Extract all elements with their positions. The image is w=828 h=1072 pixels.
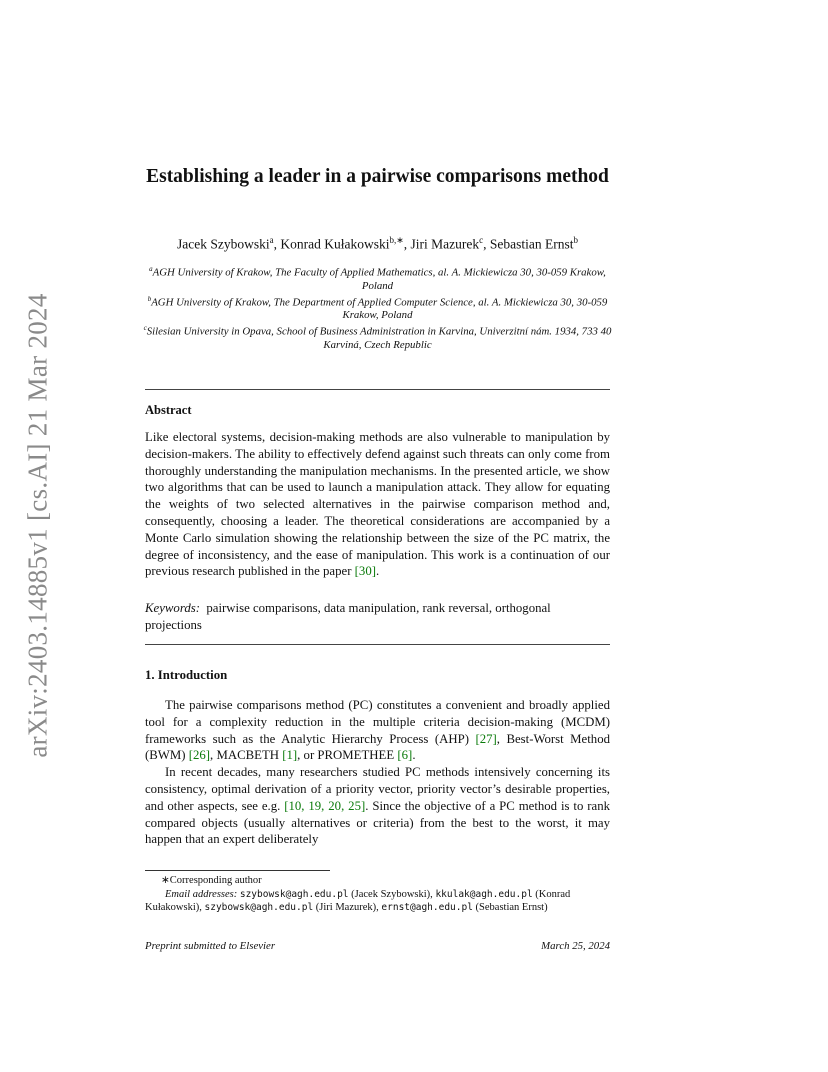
corresponding-author-note: ∗Corresponding author	[161, 875, 262, 886]
text-run: .	[412, 748, 416, 763]
abstract-top-rule	[145, 389, 610, 390]
author: Sebastian Ernst	[489, 236, 574, 252]
text-run: , or PROMETHEE	[297, 748, 398, 763]
email-label: Email addresses:	[165, 888, 238, 900]
affiliation-text: AGH University of Krakow, The Department of Applied Computer Science, al. A. Mickiewicza 30, 30-059 Krakow, Poland	[151, 296, 608, 322]
footnote-rule	[145, 870, 330, 871]
citation-link[interactable]: [30]	[354, 564, 376, 579]
footer-left: Preprint submitted to Elsevier	[145, 940, 276, 952]
text-run: , MACBETH	[210, 748, 283, 763]
affiliation-sup: c	[143, 324, 147, 333]
affiliation-text: Silesian University in Opava, School of Business Administration in Karvina, Univerzitní nám. 1934, 733 40 Karviná, Czech Republic	[146, 325, 612, 351]
arxiv-stamp	[18, 290, 58, 760]
email-owner: (Jacek Szybowski),	[351, 888, 433, 900]
author-sup: b,∗	[389, 235, 404, 245]
affiliation-sup: a	[149, 265, 153, 273]
email-owner: (Konrad Kułakowski),	[145, 888, 571, 913]
paragraph	[145, 697, 610, 764]
abstract-heading: Abstract	[145, 403, 192, 417]
email-link[interactable]: szybowsk@agh.edu.pl	[204, 902, 314, 913]
paper-title: Establishing a leader in a pairwise comparisons method	[146, 166, 609, 187]
citation-link[interactable]: [6]	[397, 748, 413, 763]
text-run: In recent decades, many researchers studied PC methods intensively concerning its consistency, optimal derivation of a priority vector, priority vector’s desirable properties, and other aspects, see e.g.	[145, 765, 610, 813]
author-list: Jacek Szybowski$^a$, Konrad Kułakowski$^{b,∗}$, Jiri Mazurek$^c$, Sebastian Ernst$^b$	[177, 235, 578, 252]
introduction-body	[145, 697, 610, 848]
email-link[interactable]: ernst@agh.edu.pl	[381, 902, 473, 913]
email-link[interactable]: kkulak@agh.edu.pl	[435, 888, 533, 900]
page-footer	[145, 940, 610, 952]
affiliation	[140, 263, 615, 293]
footnote	[145, 874, 610, 915]
paragraph	[145, 764, 610, 848]
keywords-label: Keywords:	[145, 601, 200, 615]
author: Jacek Szybowski	[177, 236, 270, 252]
affiliation	[140, 293, 615, 323]
keywords-text: pairwise comparisons, data manipulation, rank reversal, orthogonal projections	[145, 601, 551, 632]
text-run: . Since the objective of a PC method is to rank compared objects (usually alternatives or criteria) from the best to the worst, it may happen that an expert deliberately	[145, 798, 610, 847]
affiliations	[140, 263, 615, 352]
author-sup: b	[573, 235, 578, 245]
abstract-text-part: .	[375, 564, 380, 579]
keywords	[145, 600, 610, 634]
section-heading-introduction: 1. Introduction	[145, 668, 228, 682]
abstract-text-part: Like electoral systems, decision-making methods are also vulnerable to manipulation by decision-makers. The ability to effectively defend against such threats can only come from thoroughly understanding the manipulation mechanisms. In the presented article, we show two algorithms that can be used to launch a manipulation attack. They allow for equating the weights of two selected alternatives in the pairwise comparison method and, consequently, choosing a leader. The theoretical considerations are accompanied by a Monte Carlo simulation showing the relationship between the size of the PC matrix, the degree of inconsistency, and the ease of manipulation. This work is a continuation of our previous research published in the paper	[145, 430, 610, 579]
abstract-text	[145, 429, 610, 580]
email-owner: (Sebastian Ernst)	[475, 902, 548, 913]
citation-link[interactable]: [1]	[282, 748, 298, 763]
affiliation-text: AGH University of Krakow, The Faculty of Applied Mathematics, al. A. Mickiewicza 30, 30-059 Krakow, Poland	[152, 266, 606, 292]
affiliation	[140, 322, 615, 352]
author: Konrad Kułakowski	[280, 236, 390, 252]
citation-link[interactable]: [10, 19, 20, 25]	[284, 798, 366, 813]
email-link[interactable]: szybowsk@agh.edu.pl	[239, 888, 349, 900]
text-run: The pairwise comparisons method (PC) constitutes a convenient and broadly applied tool for a complexity reduction in the multiple criteria decision-making (MCDM) frameworks such as the Analytic Hierarchy Process (AHP)	[145, 698, 610, 746]
citation-link[interactable]: [26]	[188, 748, 211, 763]
citation-link[interactable]: [27]	[475, 731, 497, 746]
email-owner: (Jiri Mazurek),	[315, 902, 379, 913]
author-sup: c	[479, 235, 484, 245]
text-run: , Best-Worst Method (BWM)	[145, 731, 610, 763]
author-sup: a	[269, 235, 274, 245]
abstract-bottom-rule	[145, 644, 610, 645]
footer-right: March 25, 2024	[541, 940, 610, 952]
affiliation-sup: b	[147, 294, 152, 303]
email-addresses	[145, 888, 610, 915]
arxiv-identifier: arXiv:2403.14885v1 [cs.AI] 21 Mar 2024	[22, 292, 53, 758]
author: Jiri Mazurek	[410, 236, 480, 252]
